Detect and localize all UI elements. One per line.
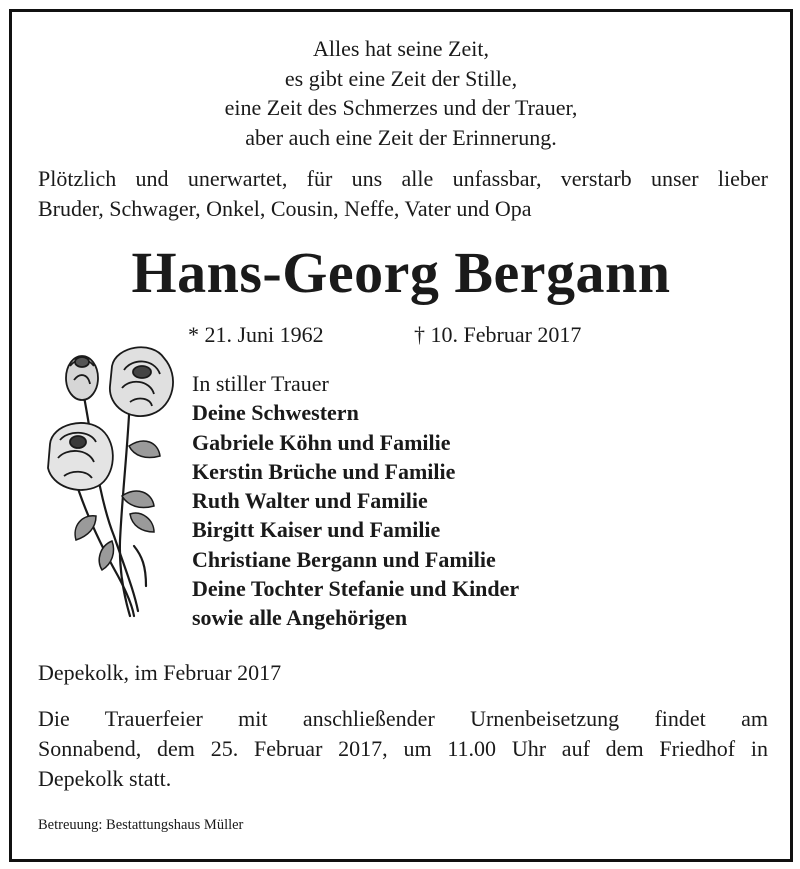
service-announcement [38, 704, 768, 794]
mourners-heading: In stiller Trauer [192, 371, 329, 396]
service-line: Depekolk statt. [38, 766, 172, 791]
mourner-line: Gabriele Köhn und Familie [192, 429, 451, 455]
mourners-list [192, 369, 519, 633]
motto-line: es gibt eine Zeit der Stille, [284, 65, 518, 91]
announcement-text [38, 164, 768, 223]
motto-line: Alles hat seine Zeit, [313, 36, 489, 61]
motto-line: aber auch eine Zeit der Erinnerung. [245, 124, 557, 150]
mourner-line: Deine Tochter Stefanie und Kinder [192, 576, 520, 602]
motto-verse [12, 34, 790, 152]
service-line: Die Trauerfeier mit anschließender Urnenbeisetzung findet am [38, 706, 768, 731]
mourner-line: Kerstin Brüche und Familie [192, 458, 456, 484]
service-line: Sonnabend, dem 25. Februar 2017, um 11.00 Uhr auf dem Friedhof in [38, 736, 768, 761]
funeral-home-credit: Betreuung: Bestattungshaus Müller [38, 817, 244, 833]
roses-icon [34, 336, 184, 626]
mourner-line: Ruth Walter und Familie [192, 488, 428, 514]
mourner-line: Christiane Bergann und Familie [192, 546, 496, 572]
obituary-frame [9, 9, 793, 862]
mourner-line: Birgitt Kaiser und Familie [192, 517, 441, 543]
deceased-name: Hans-Georg Bergann [131, 240, 671, 305]
announcement-line: Bruder, Schwager, Onkel, Cousin, Neffe, Vater und Opa [38, 195, 532, 221]
place-date: Depekolk, im Februar 2017 [38, 660, 282, 685]
mourner-line: Deine Schwestern [192, 400, 359, 426]
motto-line: eine Zeit des Schmerzes und der Trauer, [224, 95, 578, 120]
mourner-line: sowie alle Angehörigen [192, 605, 408, 631]
announcement-line: Plötzlich und unerwartet, für uns alle unfassbar, verstarb unser lieber [38, 166, 768, 191]
birth-date: * 21. Juni 1962 [188, 322, 324, 347]
death-date: † 10. Februar 2017 [414, 322, 582, 347]
